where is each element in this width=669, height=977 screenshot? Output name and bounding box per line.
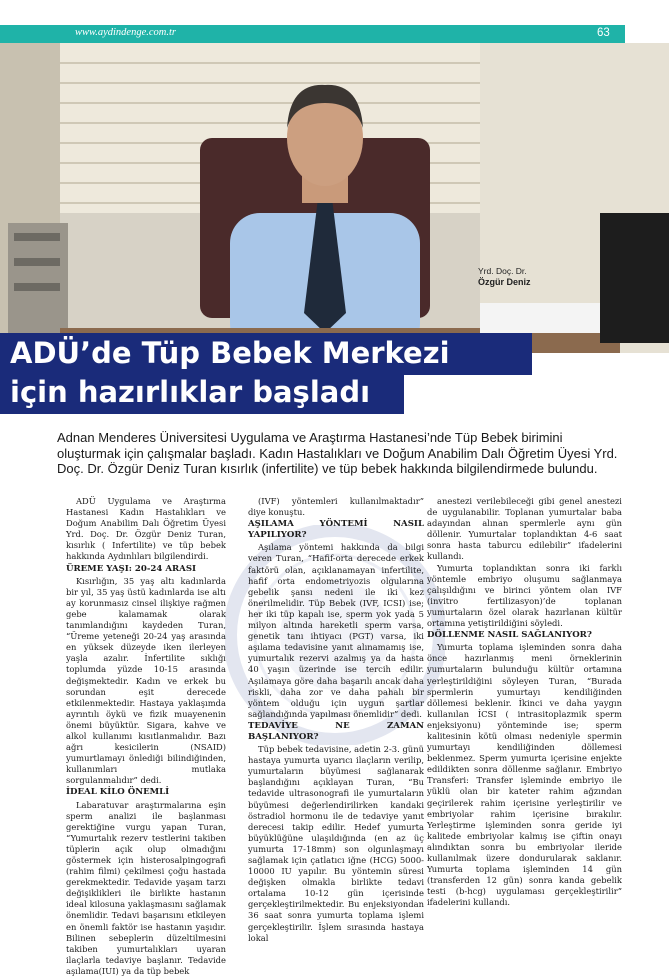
c3-heading: DÖLLENME NASIL SAĞLANIYOR? bbox=[427, 630, 592, 641]
c1-paragraph: Labaratuvar araştırmalarına eşin sperm analizi ile başlanması gerektiğine vurgu yapan Turan, “Yumurtalık rezerv testlerini takiben tüplerin açık olup olmadığını göstermek için histerosalpingografi (rahim filmi) çekilmesi çoğu hastada gerekmektedir. Tedavide yaşam tarzı değişiklikleri ile birlikte hastanın ideal kilosuna yaklaşmasını sağlamak önemlidir. Tedavi başarısını etkileyen en önemli faktör ise hastanın yaşıdır. Bilinen sebeplerin düzeltilmesini takiben yumurtalıkları uyaran ilaçlarla tedaviye başlanır. Tedavide aşılama(IUI) ya da tüp bebek bbox=[66, 799, 226, 976]
headline-line-1: ADÜ’de Tüp Bebek Merkezi bbox=[0, 333, 532, 375]
c2-heading: AŞILAMA YÖNTEMİ NASIL YAPILIYOR? bbox=[248, 519, 424, 541]
c3-paragraph: anestezi verilebileceği gibi genel anestezi de uygulanabilir. Toplanan yumurtalar baba adayından alınan spermlerle aynı gün döllenir. Yumurtalar toplandıktan 4-6 saat sonra hasta taburcu edilebilir” ifadelerini kullandı. bbox=[427, 496, 622, 562]
c1-paragraph: ADÜ Uygulama ve Araştırma Hastanesi Kadın Hastalıkları ve Doğum Anabilim Dalı Öğretim Üyesi Yrd. Doç. Dr. Özgür Deniz Turan, kısırlık ( Infertilite) ve tüp bebek hakkında Aydınlıları bilgilendirdi. bbox=[66, 496, 226, 562]
caption-name: Özgür Deniz bbox=[478, 277, 531, 287]
c1-paragraph: Kısırlığın, 35 yaş altı kadınlarda bir yıl, 35 yaş üstü kadınlarda ise altı ay korunmasız cinsel ilişkiye rağmen gebe kalamamak olarak tanımlandığını kaydeden Turan, “Üreme yeteneği 20-24 yaş arasında en yüksek düzeyde iken ilerleyen yaşla azalır. İnfertilite sıklığı toplumda yüzde 10-15 arasında değişmektedir. Kadın ve erkek bu sorundan eşit derecede etkilenmektedir. Hastaya yaklaşımda ayrıntılı öykü ve fizik muayenenin önemi büyüktür. Sigara, kahve ve alkol kullanımı kısıtlanmalıdır. Bazı ağrı kesicilerin (NSAID) yumurtlamayı önlediği bilindiğinden, kullanımları mutlaka sorgulanmalıdır” dedi. bbox=[66, 575, 226, 786]
photo-caption bbox=[478, 266, 531, 288]
column-3 bbox=[427, 496, 622, 908]
site-url[interactable]: www.aydindenge.com.tr bbox=[75, 27, 177, 38]
page-number: 63 bbox=[597, 27, 610, 39]
portrait-photo bbox=[0, 43, 669, 353]
c3-paragraph: Yumurta toplama işleminden sonra daha önce hazırlanmış meni örneklerinin yumurtaların bulunduğu kültür ortamına yerleştirildiğini söyleyen Turan, “Burada spermlerin yumurtayı kendiliğinden döllemesi beklenir. İkinci ve daha yaygın kullanılan İCSI ( intrasitoplazmik sperm enjeksiyonu) yönteminde ise; sperm kalitesinin kötü olması nedeniyle spermin yumurtayı kendiliğinden döllemesi beklenmez. Sperm yumurta içerisine enjekte edildikten sonra döllenme sağlanır. Embriyo Transferi: Transfer işleminde embriyo ile yüklü olan bir kateter rahim ağzından geçirilerek rahim içerisine yerleştirilir ve embriyolar rahim içerisine bırakılır. Yerleştirme işleminden sonra geride iyi kalitede embriyolar kalmış ise çiftin onayı alındıktan sonra bu embriyolar ileride kullanılmak üzere dondurularak saklanır. Yumurta toplama işleminden 14 gün (transferden 12 gün) sonra kanda gebelik testi (b-hcg) uygulaması gerçekleştirilir” ifadelerini kullandı. bbox=[427, 642, 622, 908]
c2-heading: TEDAVİYE NE ZAMAN BAŞLANIYOR? bbox=[248, 720, 424, 742]
c2-paragraph: Aşılama yöntemi hakkında da bilgi veren Turan, “Hafif-orta derecede erkek faktörü olan, açıklanamayan infertilite, hafif orta endometriyozis olgularına gebelik şansı nedeni ile iki kez önerilmelidir. Tüp Bebek (IVF, ICSI) ise; her iki tüp kapalı ise, sperm yok yada 5 milyon altında hareketli sperm varsa, genetik tanı ihtiyacı (PGT) varsa, iki aşılama tedavisine yanıt alınamamış ise, yumurtalık rezervi azalmış ya da hasta 40 yaşın üzerinde ise tercih edilir. Aşılamaya göre daha başarılı ancak daha riskli, daha zor ve daha pahalı bir yöntem olduğu için uygun şartlar sağlandığında yapılması önemlidir” dedi. bbox=[248, 542, 424, 719]
c1-heading: İDEAL KİLO ÖNEMLİ bbox=[66, 787, 170, 798]
column-1 bbox=[66, 496, 226, 977]
intro-paragraph: Adnan Menderes Üniversitesi Uygulama ve Araştırma Hastanesi’nde Tüp Bebek birimini oluşturmak için çalışmalar başladı. Kadın Hastalıkları ve Doğum Anabilim Dalı Öğretim Üyesi Yrd. Doç. Dr. Özgür Deniz Turan kısırlık (infertilite) ve tüp bebek hakkında bilgilendirmede bulundu. bbox=[57, 430, 618, 476]
c1-heading: ÜREME YAŞI: 20-24 ARASI bbox=[66, 563, 197, 574]
c2-paragraph: Tüp bebek tedavisine, adetin 2-3. günü hastaya yumurta uyarıcı ilaçların verilip, yumurtaların büyümesi sağlanarak başlandığını açıklayan Turan, “Bu tedavide ultrasonografi ile yumurtaların büyümesi değerlendirilirken kandaki östradiol hormonu ile de tedaviye yanıt derecesi takip edilir. Hedef yumurta büyüklüğüne ulaşıldığında (en az üç yumurta 17-18mm) son olgunlaşmayı sağlamak için çatlatıcı iğne (HCG) 5000-10000 IU yapılır. Bu yöntemin süresi değişken olmakla birlikte tedavi ortalama 10-12 gün içerisinde gerçekleştirilmektedir. Bu enjeksiyondan 36 saat sonra yumurta toplama işlemi gerçekleştirilir. İşlem sırasında hastaya lokal bbox=[248, 744, 424, 943]
c2-paragraph: (IVF) yöntemleri kullanılmaktadır” diye konuştu. bbox=[248, 496, 424, 518]
headline-line-2: için hazırlıklar başladı bbox=[0, 372, 404, 414]
caption-title: Yrd. Doç. Dr. bbox=[478, 266, 527, 276]
c3-paragraph: Yumurta toplandıktan sonra iki farklı yöntemle embriyo oluşumu sağlanmaya çalışıldığını ve birinci yöntem olan IVF (invitro fertilizasyon)’de toplanan yumurtaların özel olarak hazırlanan kültür ortamına yetiştirildiğini söyledi. bbox=[427, 562, 622, 629]
office-scene-illustration bbox=[0, 43, 669, 353]
column-2 bbox=[248, 496, 424, 944]
